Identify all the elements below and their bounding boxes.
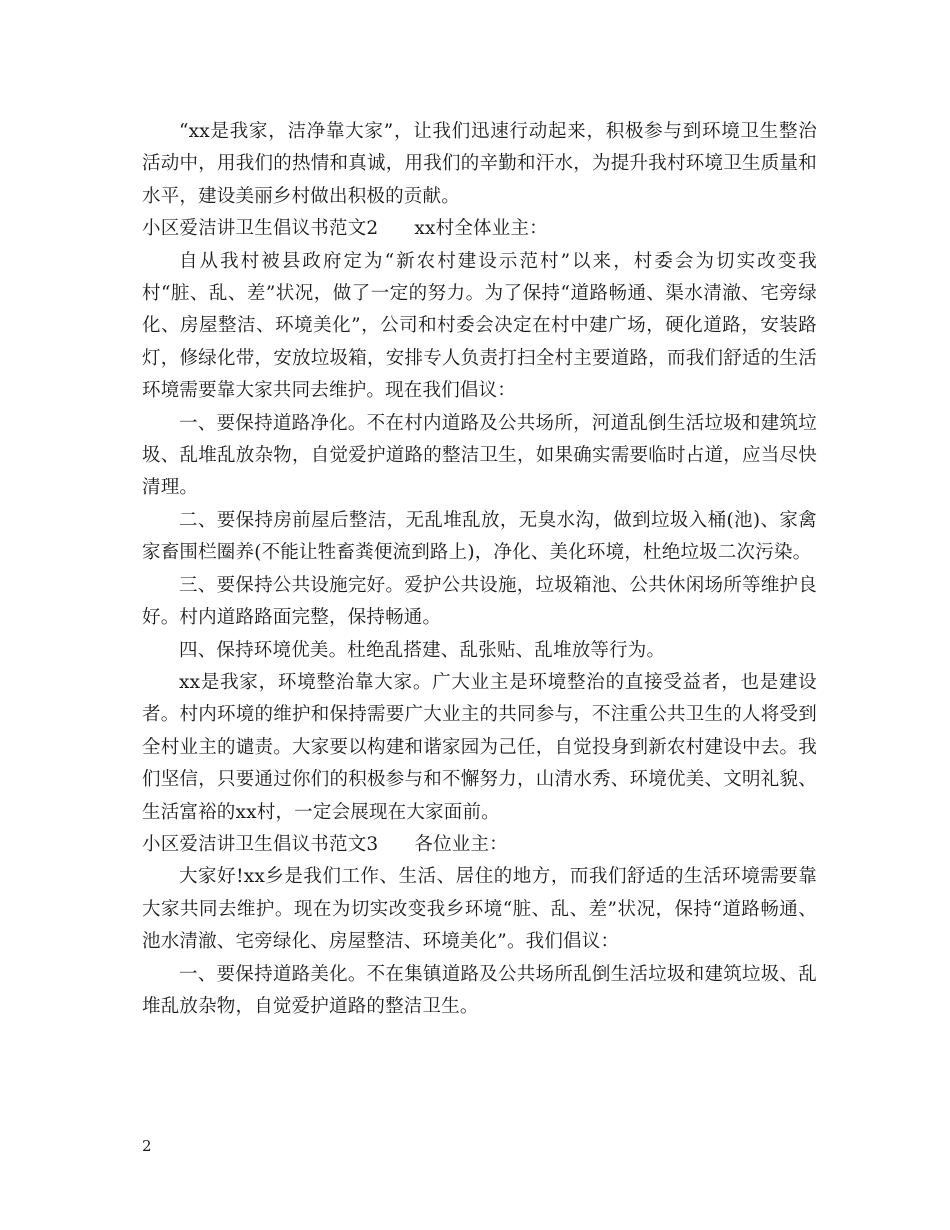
section-title: 小区爱洁讲卫生倡议书范文3 (142, 833, 379, 855)
paragraph: 一、要保持道路美化。不在集镇道路及公共场所乱倒生活垃圾和建筑垃圾、乱堆乱放杂物，自觉爱护道路的整洁卫生。 (142, 963, 817, 1017)
section-title: 小区爱洁讲卫生倡议书范文2 (142, 218, 379, 240)
paragraph: 三、要保持公共设施完好。爱护公共设施，垃圾箱池、公共休闲场所等维护良好。村内道路路面完整，保持畅通。 (142, 574, 817, 629)
document-body (142, 116, 817, 1023)
salutation: 各位业主： (414, 833, 508, 855)
paragraph: 四、保持环境优美。杜绝乱搭建、乱张贴、乱堆放等行为。 (179, 639, 666, 661)
paragraph: 自从我村被县政府定为“新农村建设示范村”以来，村委会为切实改变我村“脏、乱、差”状况，做了一定的努力。为了保持“道路畅通、渠水清澈、宅旁绿化、房屋整洁、环境美化”，公司和村委会决定在村中建广场，硬化道路，安装路灯，修绿化带，安放垃圾箱，安排专人负责打扫全村主要道路，而我们舒适的生活环境需要靠大家共同去维护。现在我们倡议： (142, 250, 817, 402)
page-number: 2 (142, 1137, 152, 1155)
paragraph: 大家好!xx乡是我们工作、生活、居住的地方，而我们舒适的生活环境需要靠大家共同去维护。现在为切实改变我乡环境“脏、乱、差”状况，保持“道路畅通、池水清澈、宅旁绿化、房屋整洁、环境美化”。我们倡议： (142, 866, 817, 953)
paragraph: xx是我家，环境整治靠大家。广大业主是环境整治的直接受益者，也是建设者。村内环境的维护和保持需要广大业主的共同参与，不注重公共卫生的人将受到全村业主的谴责。大家要以构建和谐家园为己任，自觉投身到新农村建设中去。我们坚信，只要通过你们的积极参与和不懈努力，山清水秀、环境优美、文明礼貌、生活富裕的xx村，一定会展现在大家面前。 (142, 671, 817, 823)
section-heading (142, 213, 817, 245)
paragraph: 二、要保持房前屋后整洁，无乱堆乱放，无臭水沟，做到垃圾入桶(池)、家禽家畜围栏圈养(不能让牲畜粪便流到路上)，净化、美化环境，杜绝垃圾二次污染。 (142, 509, 817, 564)
paragraph: 一、要保持道路净化。不在村内道路及公共场所，河道乱倒生活垃圾和建筑垃圾、乱堆乱放杂物，自觉爱护道路的整洁卫生，如果确实需要临时占道，应当尽快清理。 (142, 412, 817, 499)
salutation: xx村全体业主： (414, 218, 548, 240)
paragraph: “xx是我家，洁净靠大家”，让我们迅速行动起来，积极参与到环境卫生整治活动中，用我们的热情和真诚，用我们的辛勤和汗水，为提升我村环境卫生质量和水平，建设美丽乡村做出积极的贡献。 (142, 121, 817, 207)
section-heading (142, 829, 817, 861)
